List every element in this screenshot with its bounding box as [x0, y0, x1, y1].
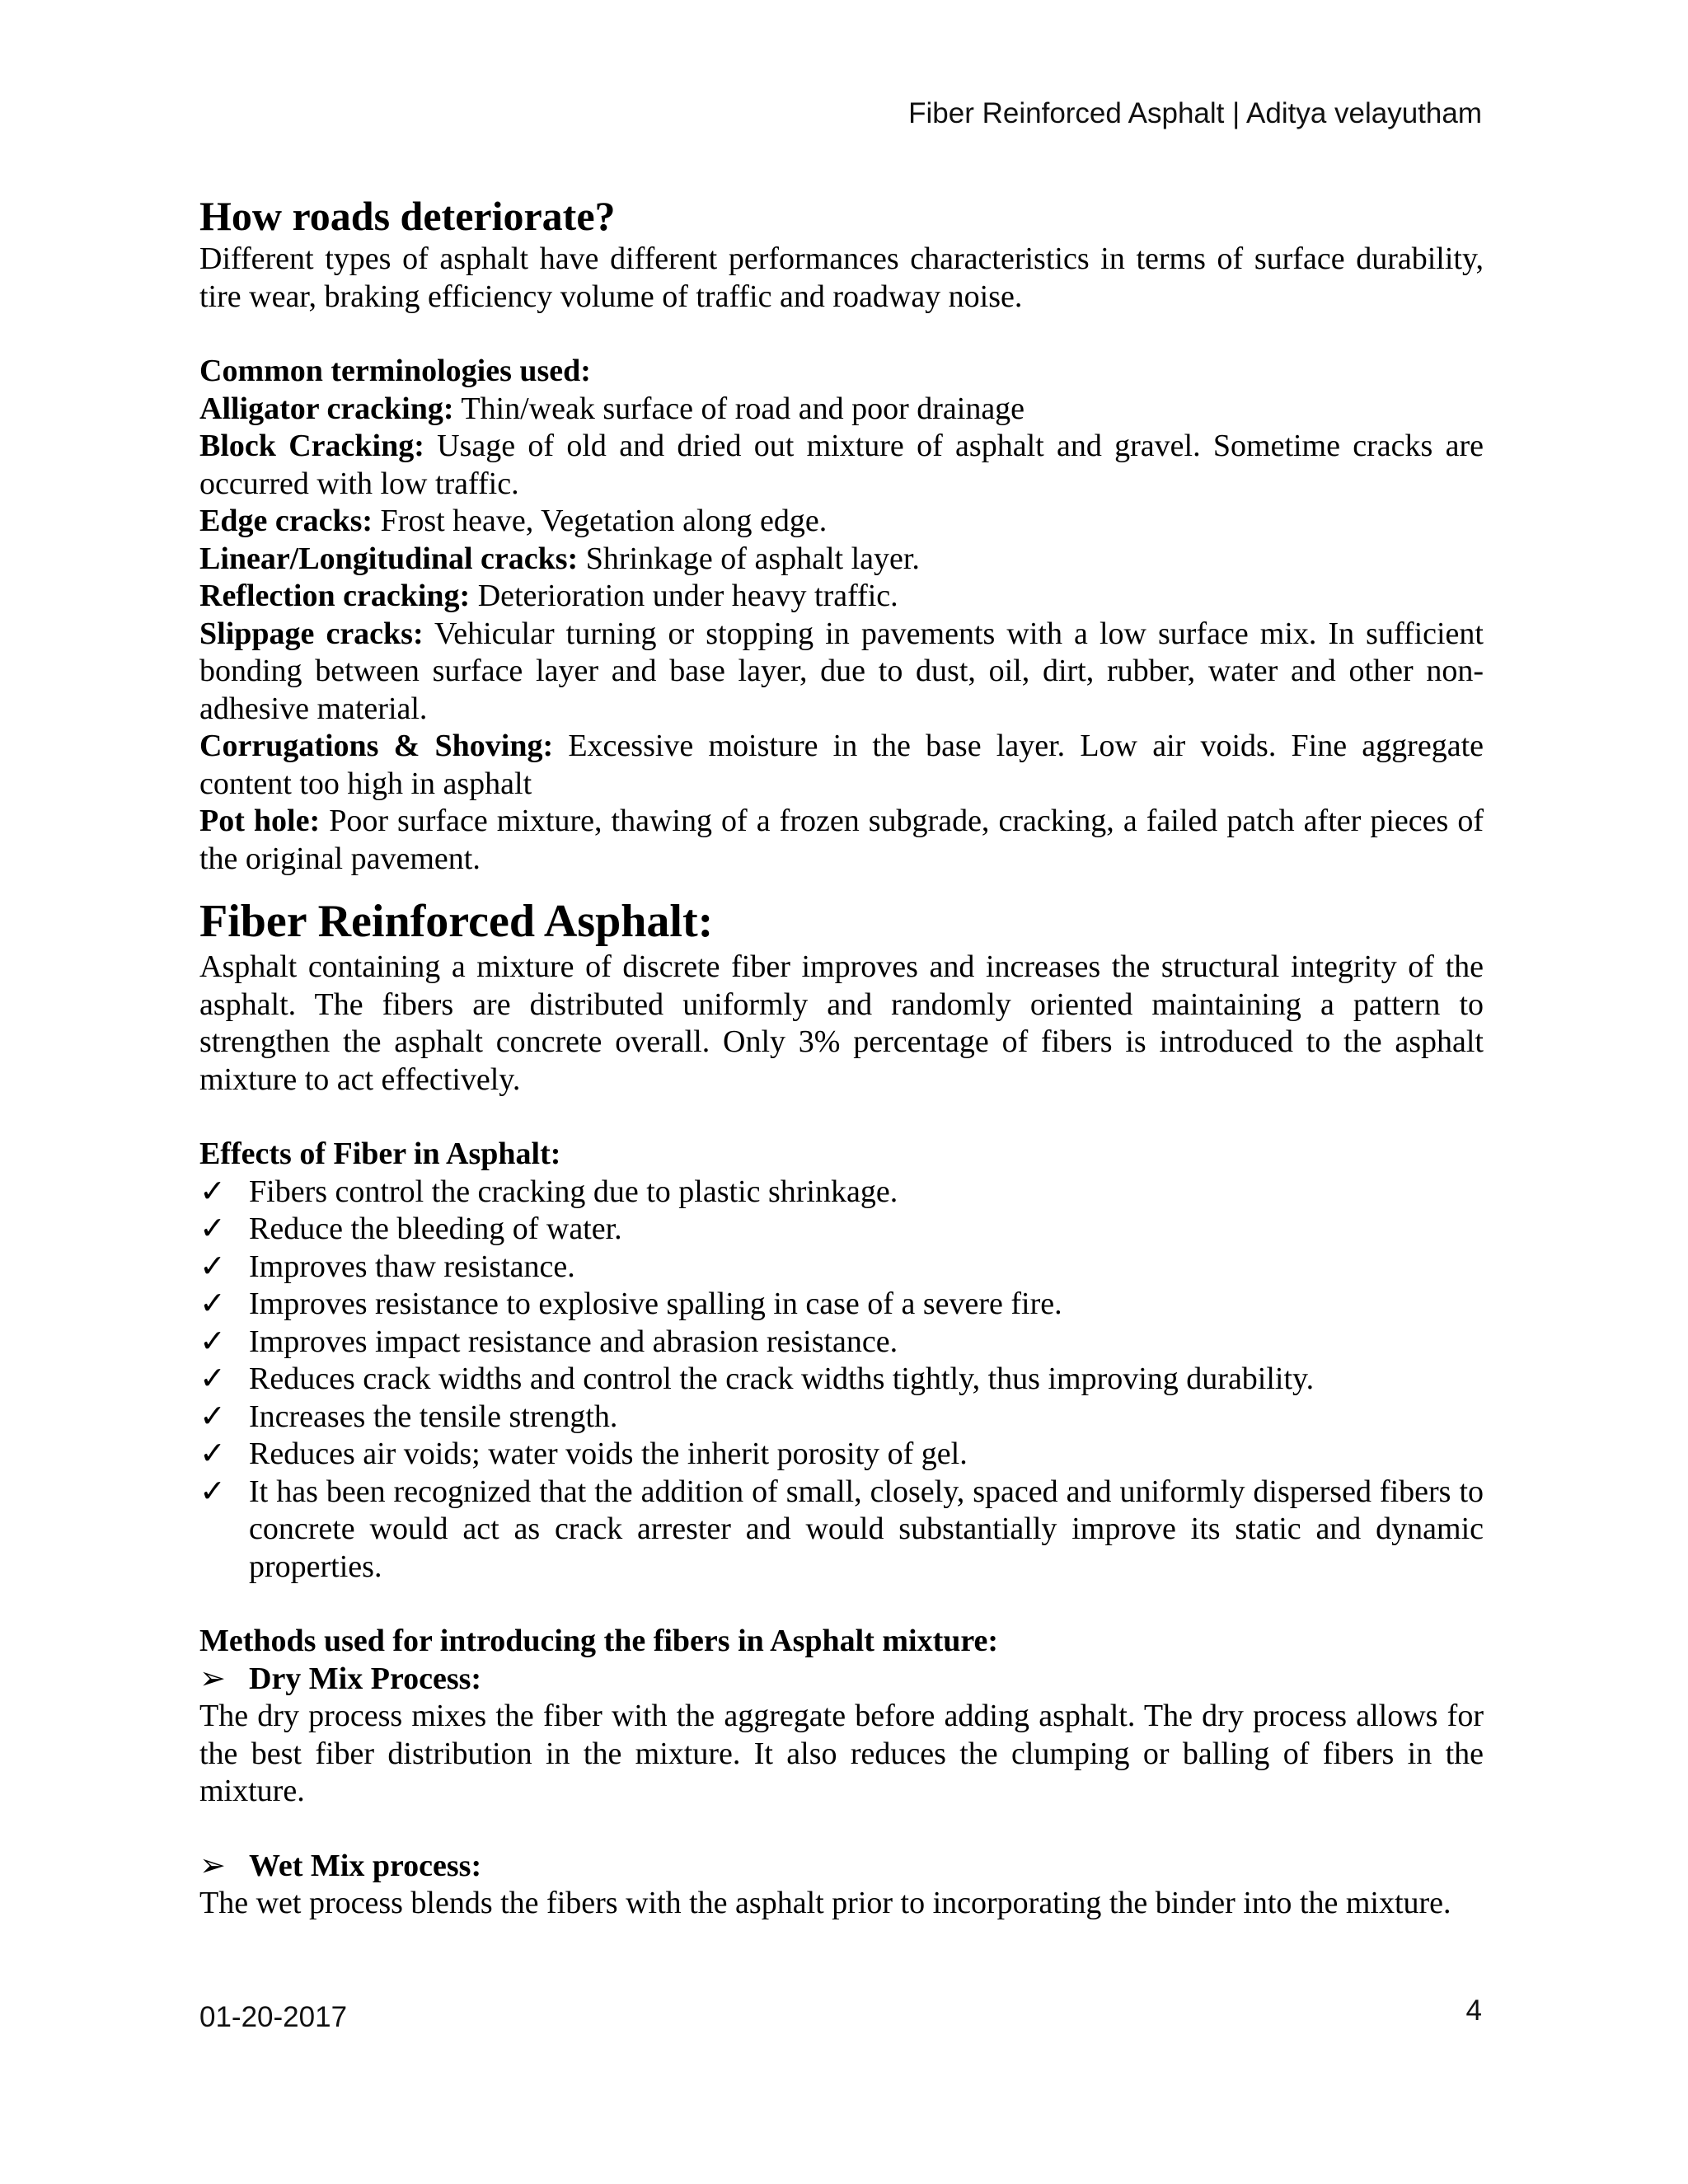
list-item — [199, 1174, 1484, 1212]
list-item — [199, 1286, 1484, 1324]
terminology-list — [199, 391, 1484, 879]
effect-text: Increases the tensile strength. — [249, 1399, 618, 1434]
list-item — [199, 1249, 1484, 1286]
effects-list — [199, 1174, 1484, 1586]
effect-text: Reduce the bleeding of water. — [249, 1212, 622, 1246]
methods-heading: Methods used for introducing the fibers in Asphalt mixture: — [199, 1624, 999, 1658]
page-content — [199, 191, 1484, 1923]
running-header: Fiber Reinforced Asphalt | Aditya velayutham — [908, 97, 1482, 129]
effect-text: Improves thaw resistance. — [249, 1249, 575, 1284]
arrow-right-icon: ➢ — [199, 1848, 226, 1883]
term-name: Block Cracking: — [199, 429, 424, 463]
term-name: Pot hole: — [199, 804, 321, 838]
term-name: Alligator cracking: — [199, 391, 454, 426]
checkmark-icon: ✓ — [199, 1436, 226, 1471]
effects-heading: Effects of Fiber in Asphalt: — [199, 1137, 561, 1171]
term-name: Edge cracks: — [199, 504, 373, 538]
checkmark-icon: ✓ — [199, 1286, 226, 1321]
term-item — [199, 541, 1484, 579]
term-name: Corrugations & Shoving: — [199, 729, 554, 763]
checkmark-icon: ✓ — [199, 1361, 226, 1396]
wet-mix-text: The wet process blends the fibers with the asphalt prior to incorporating the binder into the mixture. — [199, 1886, 1451, 1920]
effect-text: Improves impact resistance and abrasion resistance. — [249, 1324, 898, 1359]
fiber-asphalt-intro: Asphalt containing a mixture of discrete fiber improves and increases the structural integrity of the asphalt. The fibers are distributed uniformly and randomly oriented maintaining a pattern to strengthen the asphalt concrete overall. Only 3% percentage of fibers is introduced to the asphalt mixture to act effectively. — [199, 949, 1484, 1097]
term-description: Shrinkage of asphalt layer. — [578, 541, 920, 576]
checkmark-icon: ✓ — [199, 1324, 226, 1359]
term-name: Linear/Longitudinal cracks: — [199, 541, 579, 576]
term-item — [199, 503, 1484, 541]
checkmark-icon: ✓ — [199, 1174, 226, 1209]
term-item — [199, 391, 1484, 429]
checkmark-icon: ✓ — [199, 1249, 226, 1284]
term-item — [199, 616, 1484, 729]
dry-mix-title — [199, 1661, 1484, 1699]
term-description: Thin/weak surface of road and poor drainage — [453, 391, 1025, 426]
page-number: 4 — [1465, 1994, 1482, 2027]
term-description: Vehicular turning or stopping in pavements with a low surface mix. In sufficient bonding between surface layer and base layer, due to dust, oil, dirt, rubber, water and other non-adhesive material. — [199, 616, 1484, 726]
wet-mix-title — [199, 1848, 1484, 1886]
arrow-right-icon: ➢ — [199, 1661, 226, 1696]
checkmark-icon: ✓ — [199, 1399, 226, 1434]
term-description: Excessive moisture in the base layer. Low air voids. Fine aggregate content too high in asphalt — [199, 729, 1484, 801]
effect-text: It has been recognized that the addition of small, closely, spaced and uniformly dispersed fibers to concrete would act as crack arrester and would substantially improve its static and dynamic properties. — [249, 1474, 1484, 1584]
term-item — [199, 803, 1484, 878]
list-item — [199, 1361, 1484, 1399]
footer-date: 01-20-2017 — [199, 2001, 348, 2033]
method-title-text: Wet Mix process: — [249, 1848, 482, 1883]
list-item — [199, 1324, 1484, 1361]
terminologies-heading: Common terminologies used: — [199, 354, 591, 388]
effect-text: Reduces crack widths and control the crack widths tightly, thus improving durability. — [249, 1361, 1315, 1396]
list-item — [199, 1211, 1484, 1249]
term-description: Poor surface mixture, thawing of a frozen subgrade, cracking, a failed patch after pieces of the original pavement. — [199, 804, 1484, 876]
list-item — [199, 1399, 1484, 1436]
deterioration-intro: Different types of asphalt have different performances characteristics in terms of surface durability, tire wear, braking efficiency volume of traffic and roadway noise. — [199, 241, 1484, 314]
dry-mix-text: The dry process mixes the fiber with the aggregate before adding asphalt. The dry process allows for the best fiber distribution in the mixture. It also reduces the clumping or balling of fibers in the mixture. — [199, 1699, 1484, 1808]
list-item — [199, 1436, 1484, 1474]
term-item — [199, 428, 1484, 503]
term-description: Usage of old and dried out mixture of asphalt and gravel. Sometime cracks are occurred with low traffic. — [199, 429, 1484, 501]
term-name: Slippage cracks: — [199, 616, 424, 651]
effect-text: Reduces air voids; water voids the inherit porosity of gel. — [249, 1436, 968, 1471]
method-title-text: Dry Mix Process: — [249, 1661, 482, 1696]
section-title-deterioration: How roads deteriorate? — [199, 193, 616, 239]
term-name: Reflection cracking: — [199, 579, 471, 613]
effect-text: Improves resistance to explosive spalling in case of a severe fire. — [249, 1286, 1062, 1321]
list-item — [199, 1474, 1484, 1586]
term-item — [199, 578, 1484, 616]
section-title-fiber-asphalt: Fiber Reinforced Asphalt: — [199, 896, 714, 947]
effect-text: Fibers control the cracking due to plastic shrinkage. — [249, 1174, 898, 1209]
checkmark-icon: ✓ — [199, 1212, 226, 1246]
term-item — [199, 728, 1484, 803]
term-description: Deterioration under heavy traffic. — [470, 579, 898, 613]
term-description: Frost heave, Vegetation along edge. — [373, 504, 828, 538]
checkmark-icon: ✓ — [199, 1474, 226, 1509]
